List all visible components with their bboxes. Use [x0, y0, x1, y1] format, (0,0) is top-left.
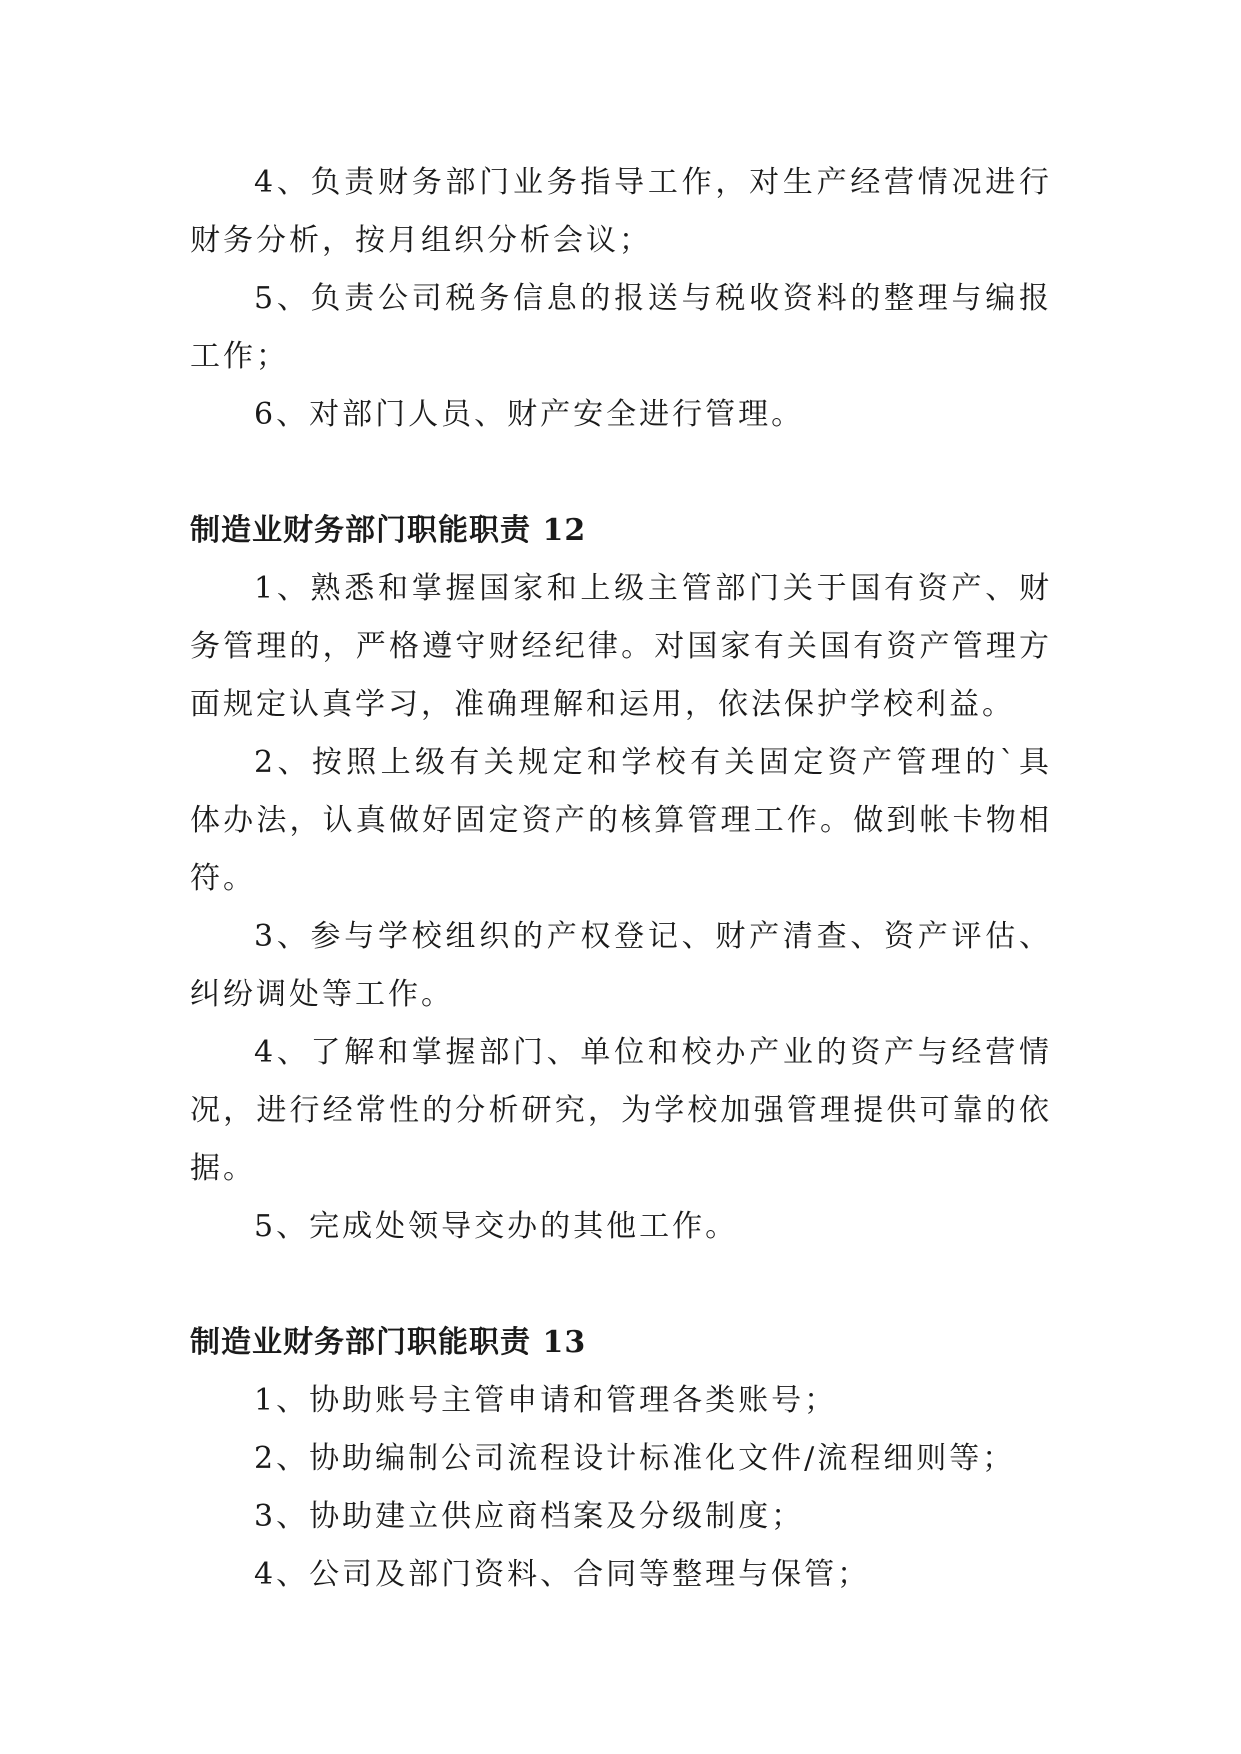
paragraph: 3、协助建立供应商档案及分级制度； — [254, 1499, 805, 1534]
paragraph: 4、了解和掌握部门、单位和校办产业的资产与经营情况，进行经常性的分析研究，为学校加强管理提供可靠的依据。 — [190, 1035, 1052, 1186]
section-12 — [190, 502, 1052, 1256]
paragraph: 4、公司及部门资料、合同等整理与保管； — [254, 1557, 871, 1592]
section-13 — [190, 1314, 1052, 1604]
paragraph: 6、对部门人员、财产安全进行管理。 — [254, 397, 805, 432]
section-11-tail — [190, 154, 1052, 444]
paragraph: 5、负责公司税务信息的报送与税收资料的整理与编报工作； — [190, 281, 1052, 374]
paragraph: 1、熟悉和掌握国家和上级主管部门关于国有资产、财务管理的，严格遵守财经纪律。对国家有关国有资产管理方面规定认真学习，准确理解和运用，依法保护学校利益。 — [190, 571, 1052, 722]
paragraph: 5、完成处领导交办的其他工作。 — [254, 1209, 739, 1244]
document-page — [190, 154, 1052, 1604]
paragraph: 3、参与学校组织的产权登记、财产清查、资产评估、纠纷调处等工作。 — [190, 919, 1052, 1012]
paragraph: 4、负责财务部门业务指导工作，对生产经营情况进行财务分析，按月组织分析会议； — [190, 165, 1052, 258]
section-heading: 制造业财务部门职能职责 13 — [190, 1325, 587, 1360]
paragraph: 2、按照上级有关规定和学校有关固定资产管理的`具体办法，认真做好固定资产的核算管理工作。做到帐卡物相符。 — [190, 745, 1052, 896]
paragraph: 1、协助账号主管申请和管理各类账号； — [254, 1383, 838, 1418]
section-heading: 制造业财务部门职能职责 12 — [190, 513, 587, 548]
paragraph: 2、协助编制公司流程设计标准化文件/流程细则等； — [254, 1441, 1016, 1476]
